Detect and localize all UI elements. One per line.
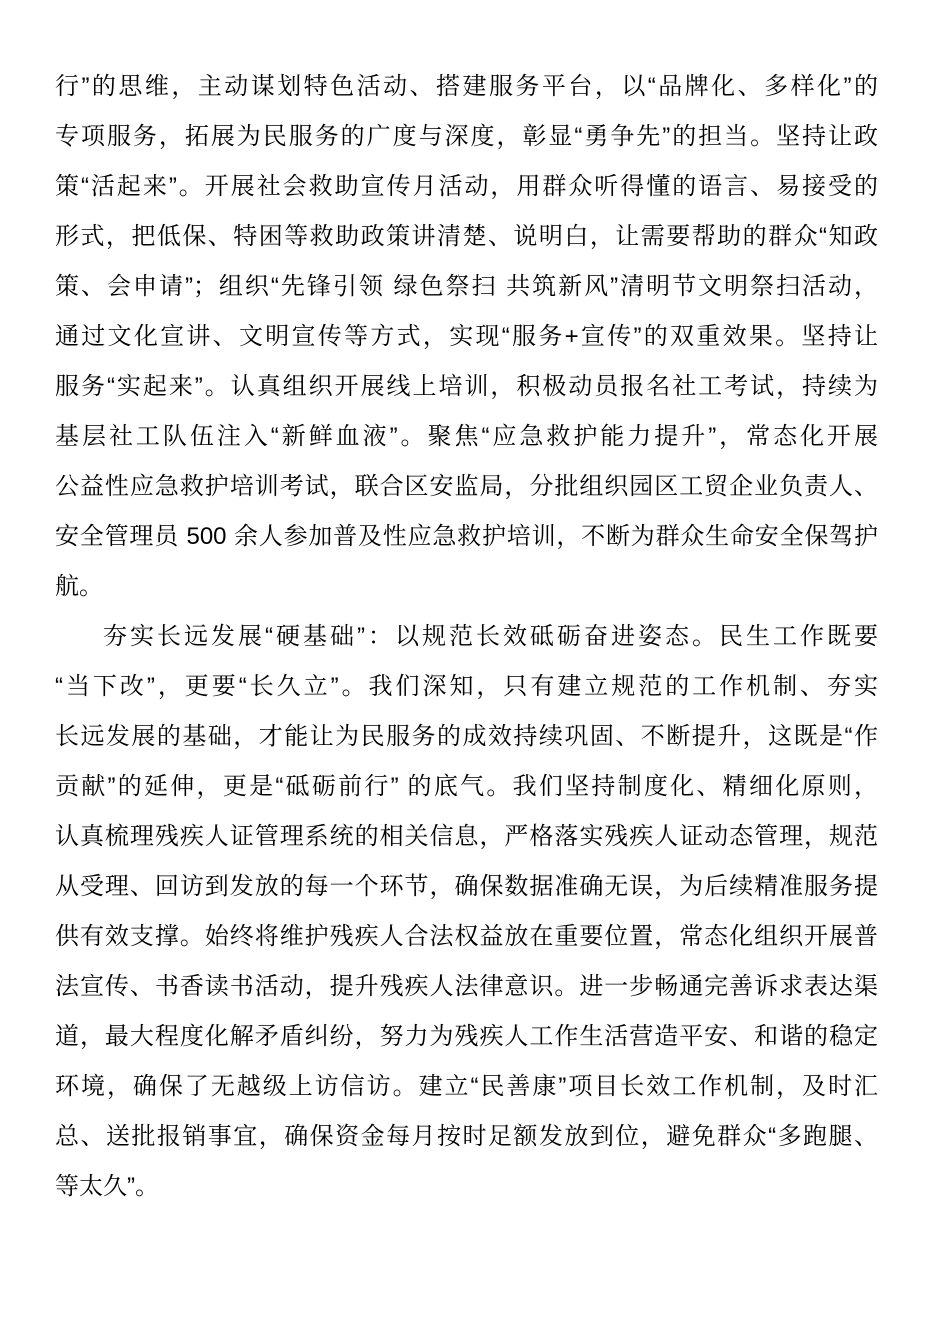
text-line: 认真梳理残疾人证管理系统的相关信息，严格落实残疾人证动态管理，规范 [55, 823, 878, 850]
paragraph-1 [55, 62, 878, 612]
text-line: 通过文化宣讲、文明宣传等方式，实现“服务+宣传”的双重效果。坚持让 [55, 323, 878, 350]
text-line: 道，最大程度化解矛盾纠纷，努力为残疾人工作生活营造平安、和谐的稳定 [55, 1023, 878, 1050]
text-line: 策、会申请”；组织“先锋引领 绿色祭扫 共筑新风”清明节文明祭扫活动， [55, 273, 878, 300]
text-line: 等太久”。 [55, 1173, 159, 1200]
text-line: “当下改”，更要“长久立”。我们深知，只有建立规范的工作机制、夯实 [55, 673, 878, 700]
text-line: 法宣传、书香读书活动，提升残疾人法律意识。进一步畅通完善诉求表达渠 [55, 973, 878, 1000]
text-line: 服务“实起来”。认真组织开展线上培训，积极动员报名社工考试，持续为 [55, 373, 878, 400]
text-line: 基层社工队伍注入“新鲜血液”。聚焦“应急救护能力提升”，常态化开展 [55, 423, 878, 450]
text-line: 长远发展的基础，才能让为民服务的成效持续巩固、不断提升，这既是“作 [55, 723, 878, 750]
text-line: 策“活起来”。开展社会救助宣传月活动，用群众听得懂的语言、易接受的 [55, 173, 878, 200]
text-line: 总、送批报销事宜，确保资金每月按时足额发放到位，避免群众“多跑腿、 [55, 1123, 878, 1150]
paragraph-2 [55, 612, 878, 1212]
text-line: 贡献”的延伸，更是“砥砺前行” 的底气。我们坚持制度化、精细化原则， [55, 773, 878, 800]
text-line: 从受理、回访到发放的每一个环节，确保数据准确无误，为后续精准服务提 [55, 873, 878, 900]
text-line: 环境，确保了无越级上访信访。建立“民善康”项目长效工作机制，及时汇 [55, 1073, 878, 1100]
document-text-block [55, 62, 878, 1212]
text-line: 形式，把低保、特困等救助政策讲清楚、说明白，让需要帮助的群众“知政 [55, 223, 878, 250]
text-line: 供有效支撑。始终将维护残疾人合法权益放在重要位置，常态化组织开展普 [55, 923, 878, 950]
text-line: 行”的思维，主动谋划特色活动、搭建服务平台，以“品牌化、多样化”的 [55, 73, 878, 100]
text-line: 夯实长远发展“硬基础”：以规范长效砥砺奋进姿态。民生工作既要 [103, 623, 878, 650]
text-line: 公益性应急救护培训考试，联合区安监局，分批组织园区工贸企业负责人、 [55, 473, 878, 500]
text-line: 安全管理员 500 余人参加普及性应急救护培训，不断为群众生命安全保驾护 [55, 523, 878, 550]
text-line: 专项服务，拓展为民服务的广度与深度，彰显“勇争先”的担当。坚持让政 [55, 123, 878, 150]
text-line: 航。 [55, 573, 103, 600]
